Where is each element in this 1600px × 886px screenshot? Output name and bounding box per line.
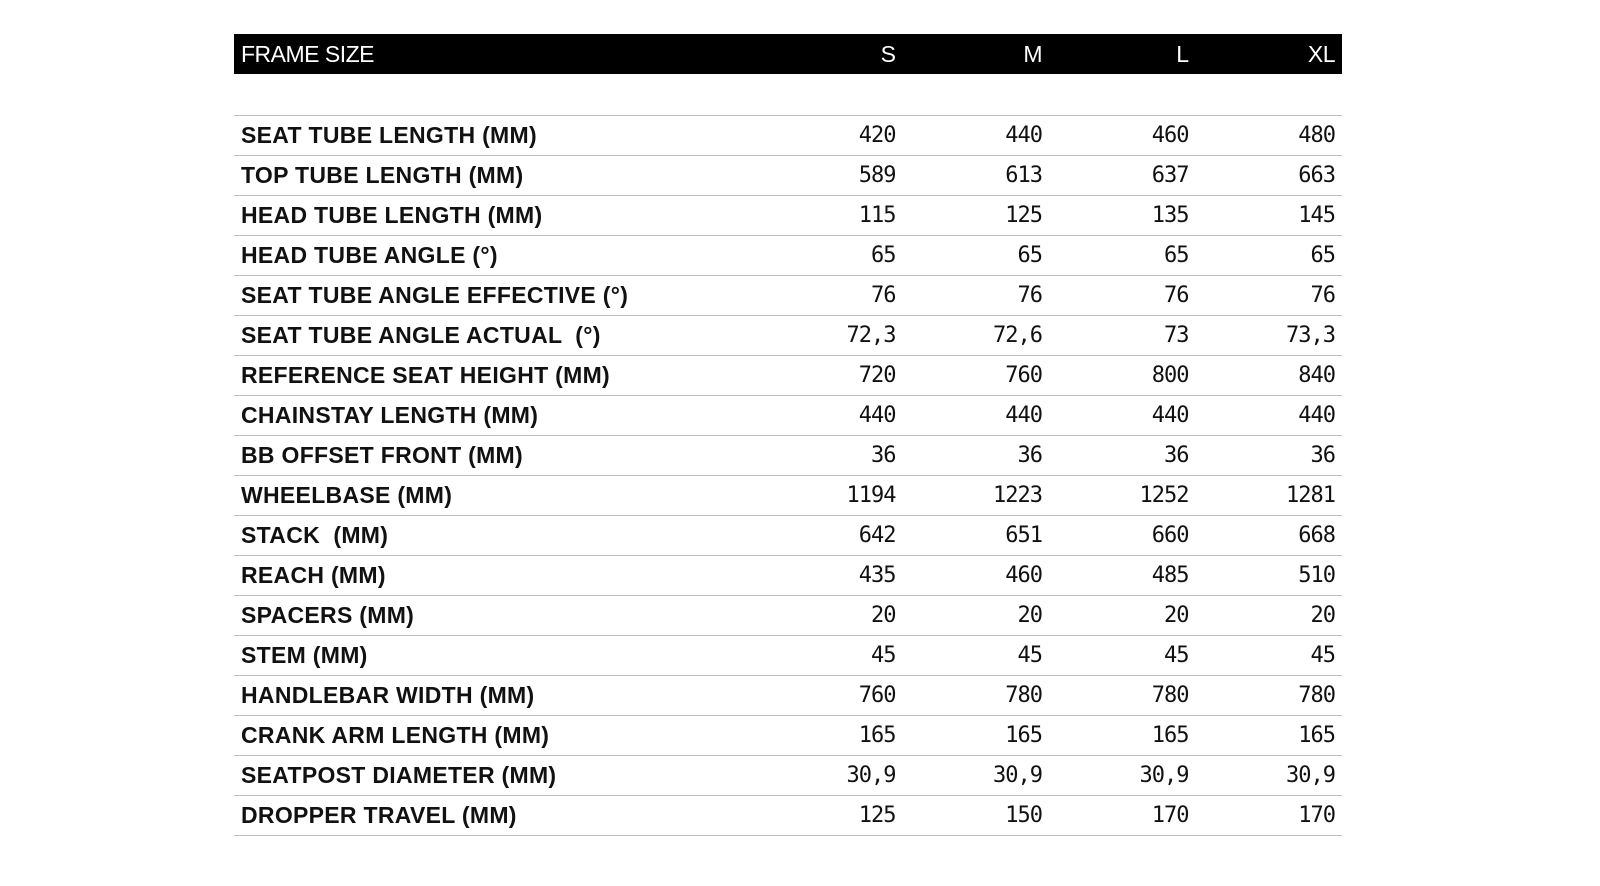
row-value: 170 (1196, 796, 1343, 836)
size-header-l: L (1049, 34, 1196, 74)
row-value: 73,3 (1196, 316, 1343, 356)
table-header-row (234, 34, 1342, 74)
row-value: 45 (756, 636, 903, 676)
row-label: DROPPER TRAVEL (MM) (234, 796, 756, 836)
row-value: 460 (1049, 116, 1196, 156)
row-value: 435 (756, 556, 903, 596)
row-value: 651 (903, 516, 1050, 556)
row-value: 165 (1196, 716, 1343, 756)
row-value: 36 (903, 436, 1050, 476)
row-value: 440 (1049, 396, 1196, 436)
row-value: 115 (756, 196, 903, 236)
row-value: 72,6 (903, 316, 1050, 356)
row-value: 30,9 (756, 756, 903, 796)
row-value: 485 (1049, 556, 1196, 596)
table-row (234, 196, 1342, 236)
row-label: SPACERS (MM) (234, 596, 756, 636)
table-row (234, 396, 1342, 436)
row-label: SEAT TUBE LENGTH (MM) (234, 116, 756, 156)
row-label: REFERENCE SEAT HEIGHT (MM) (234, 356, 756, 396)
row-value: 125 (756, 796, 903, 836)
table-row (234, 276, 1342, 316)
row-value: 589 (756, 156, 903, 196)
row-value: 125 (903, 196, 1050, 236)
table-row (234, 156, 1342, 196)
size-header-xl: XL (1196, 34, 1343, 74)
row-value: 145 (1196, 196, 1343, 236)
row-value: 642 (756, 516, 903, 556)
row-value: 663 (1196, 156, 1343, 196)
table-row (234, 116, 1342, 156)
row-value: 45 (903, 636, 1050, 676)
table-row (234, 676, 1342, 716)
row-value: 135 (1049, 196, 1196, 236)
row-value: 20 (903, 596, 1050, 636)
row-value: 660 (1049, 516, 1196, 556)
table-row (234, 236, 1342, 276)
row-label: STACK (MM) (234, 516, 756, 556)
row-value: 150 (903, 796, 1050, 836)
table-row (234, 556, 1342, 596)
row-value: 76 (1196, 276, 1343, 316)
row-value: 440 (1196, 396, 1343, 436)
table-body (234, 74, 1342, 836)
table-row (234, 796, 1342, 836)
row-value: 36 (756, 436, 903, 476)
row-label: TOP TUBE LENGTH (MM) (234, 156, 756, 196)
row-value: 780 (903, 676, 1050, 716)
row-value: 460 (903, 556, 1050, 596)
table-row (234, 476, 1342, 516)
row-value: 45 (1196, 636, 1343, 676)
row-value: 76 (1049, 276, 1196, 316)
row-value: 65 (1196, 236, 1343, 276)
row-label: SEAT TUBE ANGLE ACTUAL (°) (234, 316, 756, 356)
table-row (234, 316, 1342, 356)
row-value: 72,3 (756, 316, 903, 356)
row-label: CRANK ARM LENGTH (MM) (234, 716, 756, 756)
row-value: 76 (903, 276, 1050, 316)
row-label: HANDLEBAR WIDTH (MM) (234, 676, 756, 716)
table-row (234, 636, 1342, 676)
row-label: REACH (MM) (234, 556, 756, 596)
row-value: 800 (1049, 356, 1196, 396)
table-row (234, 756, 1342, 796)
row-value: 65 (903, 236, 1050, 276)
row-value: 45 (1049, 636, 1196, 676)
row-label: WHEELBASE (MM) (234, 476, 756, 516)
row-value: 637 (1049, 156, 1196, 196)
row-label: BB OFFSET FRONT (MM) (234, 436, 756, 476)
row-value: 165 (756, 716, 903, 756)
row-value: 170 (1049, 796, 1196, 836)
row-value: 440 (903, 116, 1050, 156)
row-value: 780 (1049, 676, 1196, 716)
row-value: 1194 (756, 476, 903, 516)
row-value: 65 (756, 236, 903, 276)
row-label: SEAT TUBE ANGLE EFFECTIVE (°) (234, 276, 756, 316)
row-label: HEAD TUBE ANGLE (°) (234, 236, 756, 276)
table-row (234, 356, 1342, 396)
row-value: 840 (1196, 356, 1343, 396)
row-value: 668 (1196, 516, 1343, 556)
table-row (234, 716, 1342, 756)
row-label: STEM (MM) (234, 636, 756, 676)
row-value: 440 (756, 396, 903, 436)
row-value: 165 (1049, 716, 1196, 756)
row-value: 760 (756, 676, 903, 716)
row-value: 480 (1196, 116, 1343, 156)
row-value: 420 (756, 116, 903, 156)
size-header-s: S (756, 34, 903, 74)
row-value: 20 (756, 596, 903, 636)
row-value: 720 (756, 356, 903, 396)
row-value: 36 (1196, 436, 1343, 476)
row-value: 780 (1196, 676, 1343, 716)
row-value: 20 (1049, 596, 1196, 636)
row-value: 165 (903, 716, 1050, 756)
spacer-cell (234, 74, 1342, 116)
table-row (234, 516, 1342, 556)
table-row (234, 436, 1342, 476)
row-value: 613 (903, 156, 1050, 196)
row-label: CHAINSTAY LENGTH (MM) (234, 396, 756, 436)
row-value: 65 (1049, 236, 1196, 276)
row-value: 760 (903, 356, 1050, 396)
table-row (234, 596, 1342, 636)
geometry-table (234, 34, 1342, 836)
row-value: 1281 (1196, 476, 1343, 516)
size-header-m: M (903, 34, 1050, 74)
row-value: 1252 (1049, 476, 1196, 516)
row-label: SEATPOST DIAMETER (MM) (234, 756, 756, 796)
row-value: 36 (1049, 436, 1196, 476)
row-value: 30,9 (1196, 756, 1343, 796)
row-label: HEAD TUBE LENGTH (MM) (234, 196, 756, 236)
row-value: 20 (1196, 596, 1343, 636)
row-value: 1223 (903, 476, 1050, 516)
row-value: 440 (903, 396, 1050, 436)
row-value: 73 (1049, 316, 1196, 356)
row-value: 30,9 (903, 756, 1050, 796)
frame-size-header: FRAME SIZE (234, 34, 756, 74)
row-value: 30,9 (1049, 756, 1196, 796)
row-value: 76 (756, 276, 903, 316)
header-spacer-row (234, 74, 1342, 116)
row-value: 510 (1196, 556, 1343, 596)
